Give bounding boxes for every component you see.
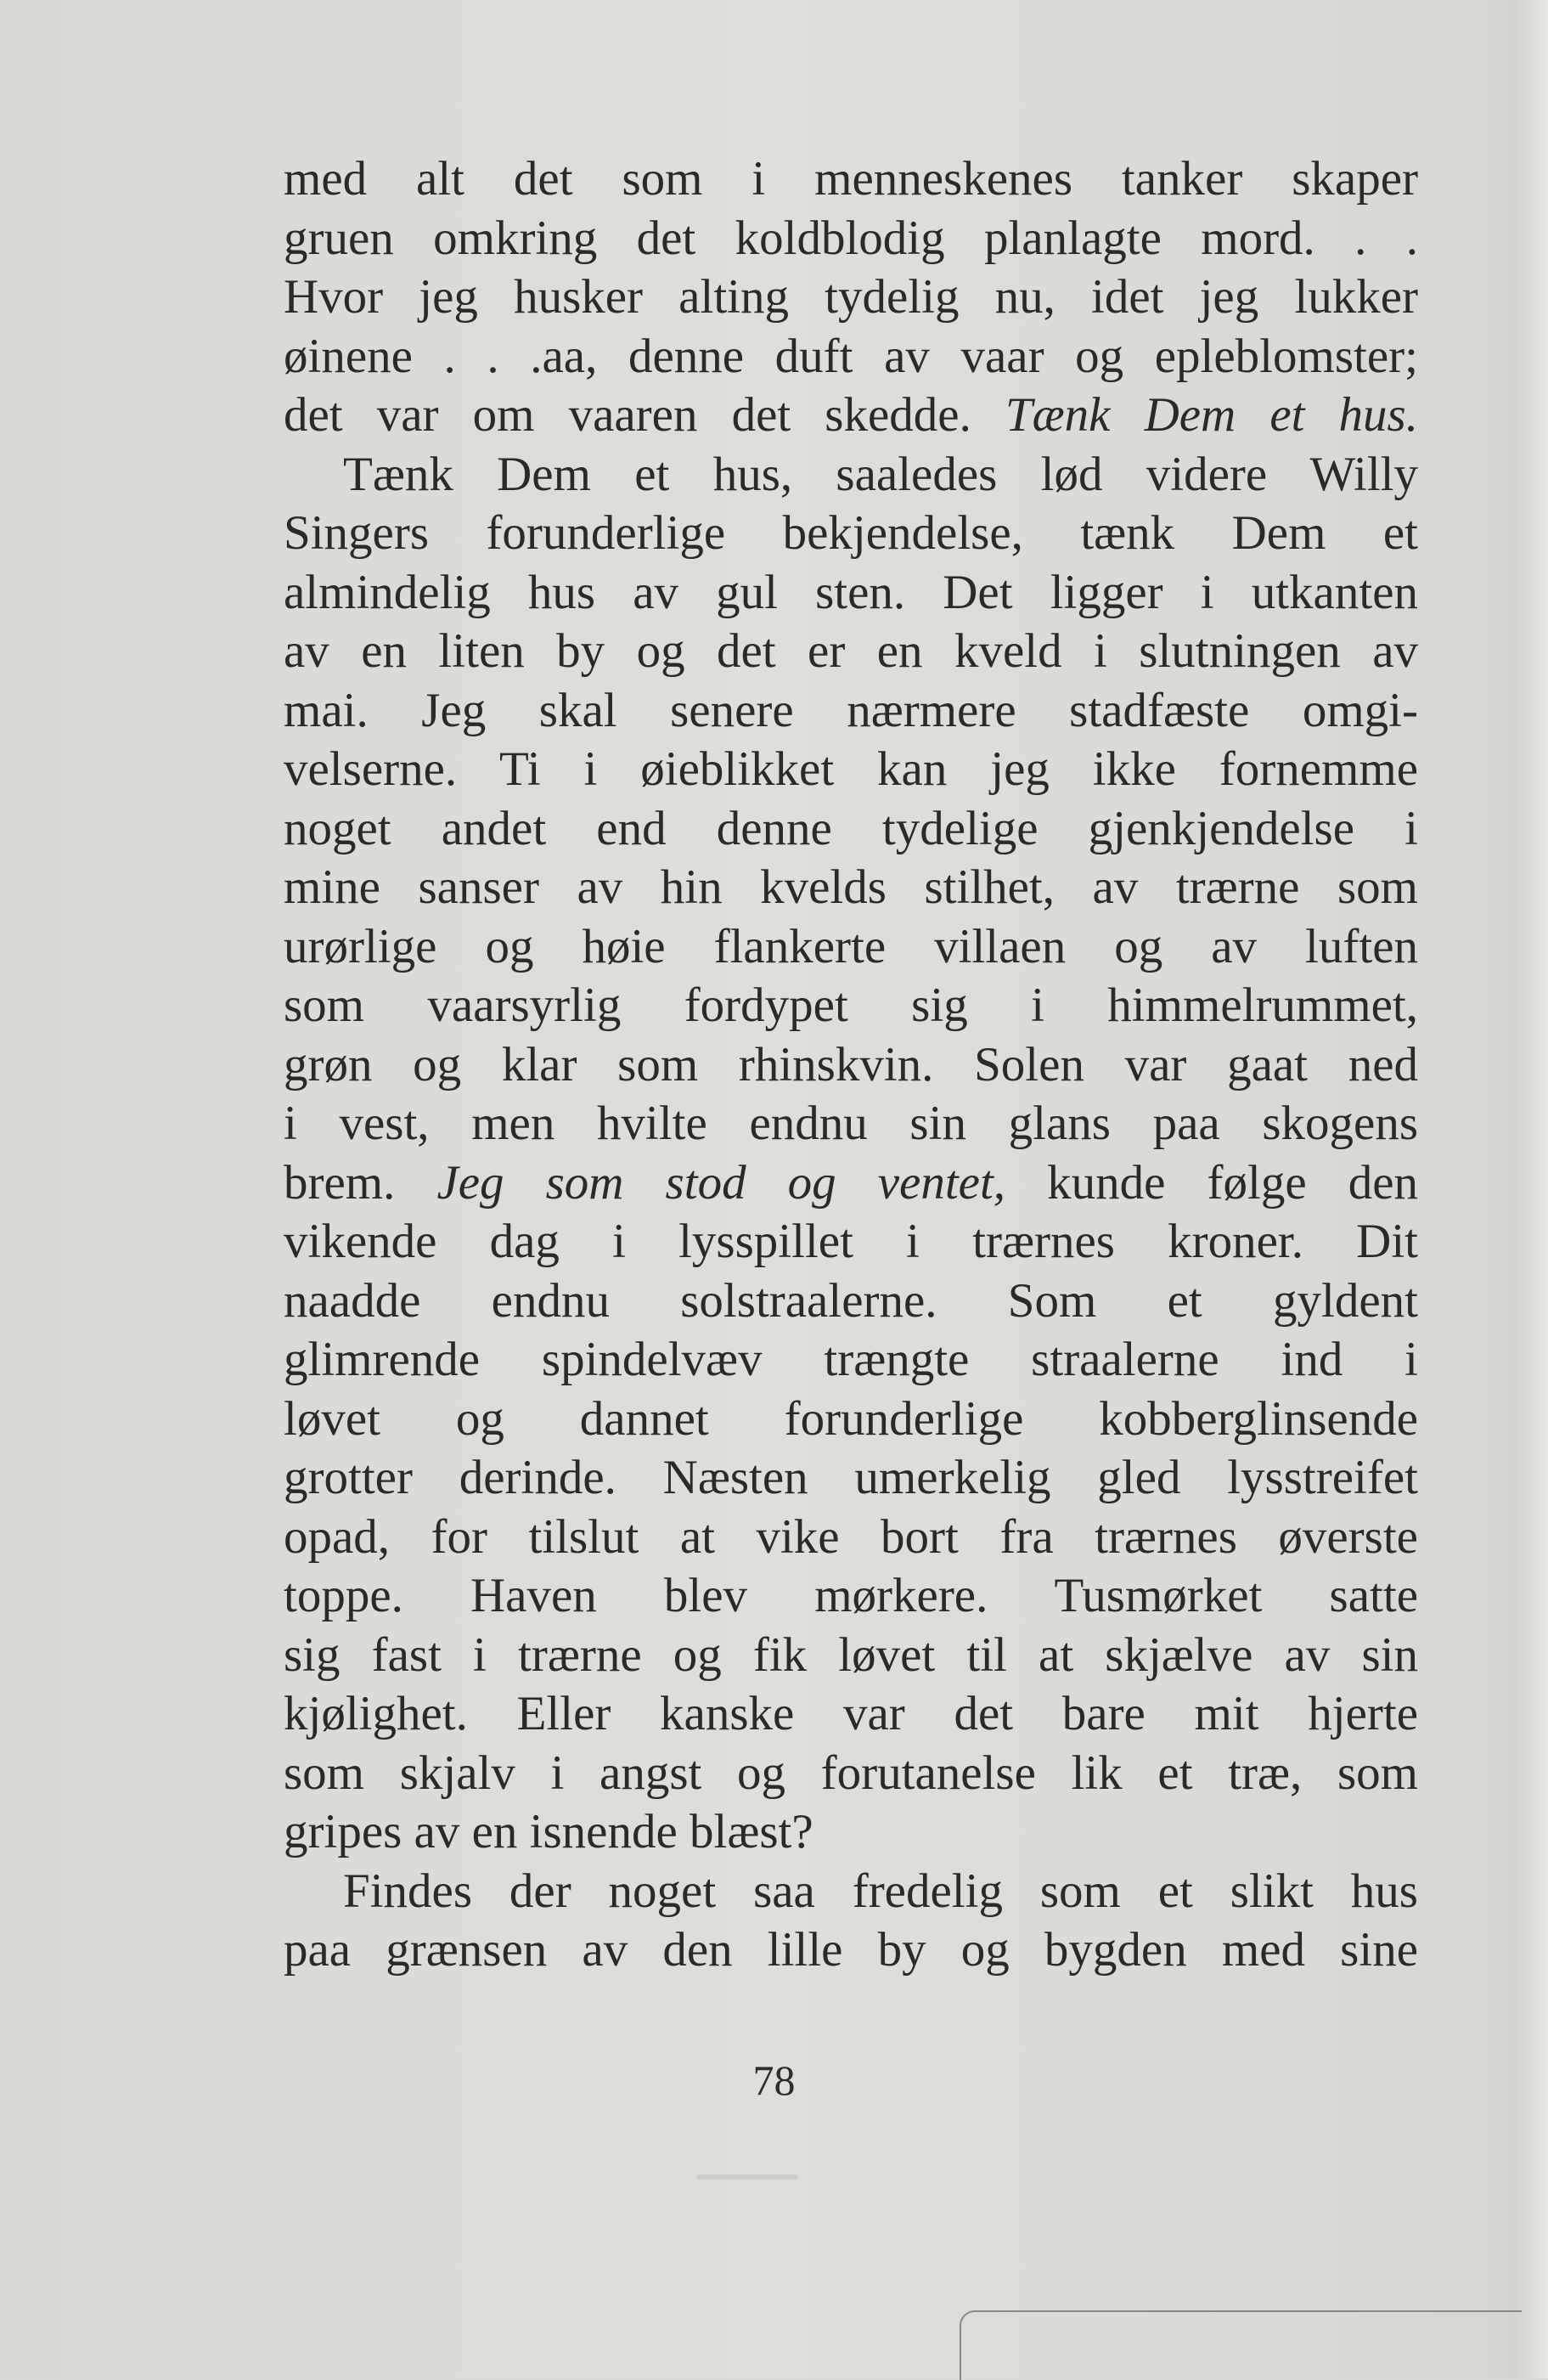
- text-line: som vaarsyrlig fordypet sig i himmelrummet,: [284, 979, 1418, 1032]
- text-segment: kunde følge den: [1047, 1155, 1418, 1210]
- text-line: øinene . . .aa, denne duft av vaar og epleblomster;: [284, 329, 1418, 383]
- body-text: [284, 149, 1418, 1980]
- text-line: Singers forunderlige bekjendelse, tænk Dem et: [284, 506, 1418, 560]
- text-line: med alt det som i menneskenes tanker skaper: [284, 152, 1418, 206]
- text-line: velserne. Ti i øieblikket kan jeg ikke fornemme: [284, 742, 1418, 796]
- text-line: Hvor jeg husker alting tydelig nu, idet jeg lukker: [284, 270, 1418, 324]
- text-line: glimrende spindelvæv trængte straalerne ind i: [284, 1333, 1418, 1386]
- text-line: almindelig hus av gul sten. Det ligger i utkanten: [284, 565, 1418, 619]
- paragraph-start-line: Findes der noget saa fredelig som et slikt hus: [343, 1864, 1418, 1918]
- text-line: av en liten by og det er en kveld i slutningen av: [284, 624, 1418, 678]
- text-line: gruen omkring det koldblodig planlagte mord. . .: [284, 211, 1418, 265]
- text-line: vikende dag i lysspillet i trærnes kroner. Dit: [284, 1215, 1418, 1268]
- text-line: paa grænsen av den lille by og bygden med sine: [284, 1923, 1418, 1977]
- page-number: 78: [752, 2056, 796, 2104]
- text-line: urørlige og høie flankerte villaen og av luften: [284, 919, 1418, 973]
- italic-phrase: Jeg som stod og ventet,: [436, 1155, 1006, 1210]
- text-line-with-italic: [284, 386, 1418, 445]
- paragraph-start-line: Tænk Dem et hus, saaledes lød videre Willy: [343, 447, 1418, 501]
- text-segment: brem.: [284, 1155, 396, 1210]
- text-line: grotter derinde. Næsten umerkelig gled lysstreifet: [284, 1451, 1418, 1504]
- text-line: toppe. Haven blev mørkere. Tusmørket satte: [284, 1569, 1418, 1622]
- text-line: løvet og dannet forunderlige kobberglinsende: [284, 1391, 1418, 1446]
- scan-edge-mark: [960, 2310, 1522, 2380]
- text-line: i vest, men hvilte endnu sin glans paa skogens: [284, 1097, 1418, 1150]
- text-line-with-italic: [284, 1153, 1418, 1213]
- paper-stain: [696, 2174, 798, 2180]
- text-line: mai. Jeg skal senere nærmere stadfæste omgi-: [284, 683, 1418, 737]
- italic-phrase: Tænk Dem et hus.: [1005, 388, 1418, 442]
- text-segment: det var om vaaren det skedde.: [284, 388, 971, 442]
- text-line: kjølighet. Eller kanske var det bare mit hjerte: [284, 1687, 1418, 1740]
- paragraph-end-line: gripes av en isnende blæst?: [284, 1805, 813, 1858]
- text-line: noget andet end denne tydelige gjenkjendelse i: [284, 801, 1418, 855]
- text-line: som skjalv i angst og forutanelse lik et træ, som: [284, 1746, 1418, 1800]
- text-line: naadde endnu solstraalerne. Som et gyldent: [284, 1273, 1418, 1328]
- text-line: opad, for tilslut at vike bort fra trærnes øverste: [284, 1509, 1418, 1564]
- text-line: grøn og klar som rhinskvin. Solen var gaat ned: [284, 1037, 1418, 1091]
- text-line: mine sanser av hin kvelds stilhet, av trærne som: [284, 860, 1418, 914]
- page-edge-shadow: [1514, 0, 1548, 2378]
- text-line: sig fast i trærne og fik løvet til at skjælve av sin: [284, 1627, 1418, 1682]
